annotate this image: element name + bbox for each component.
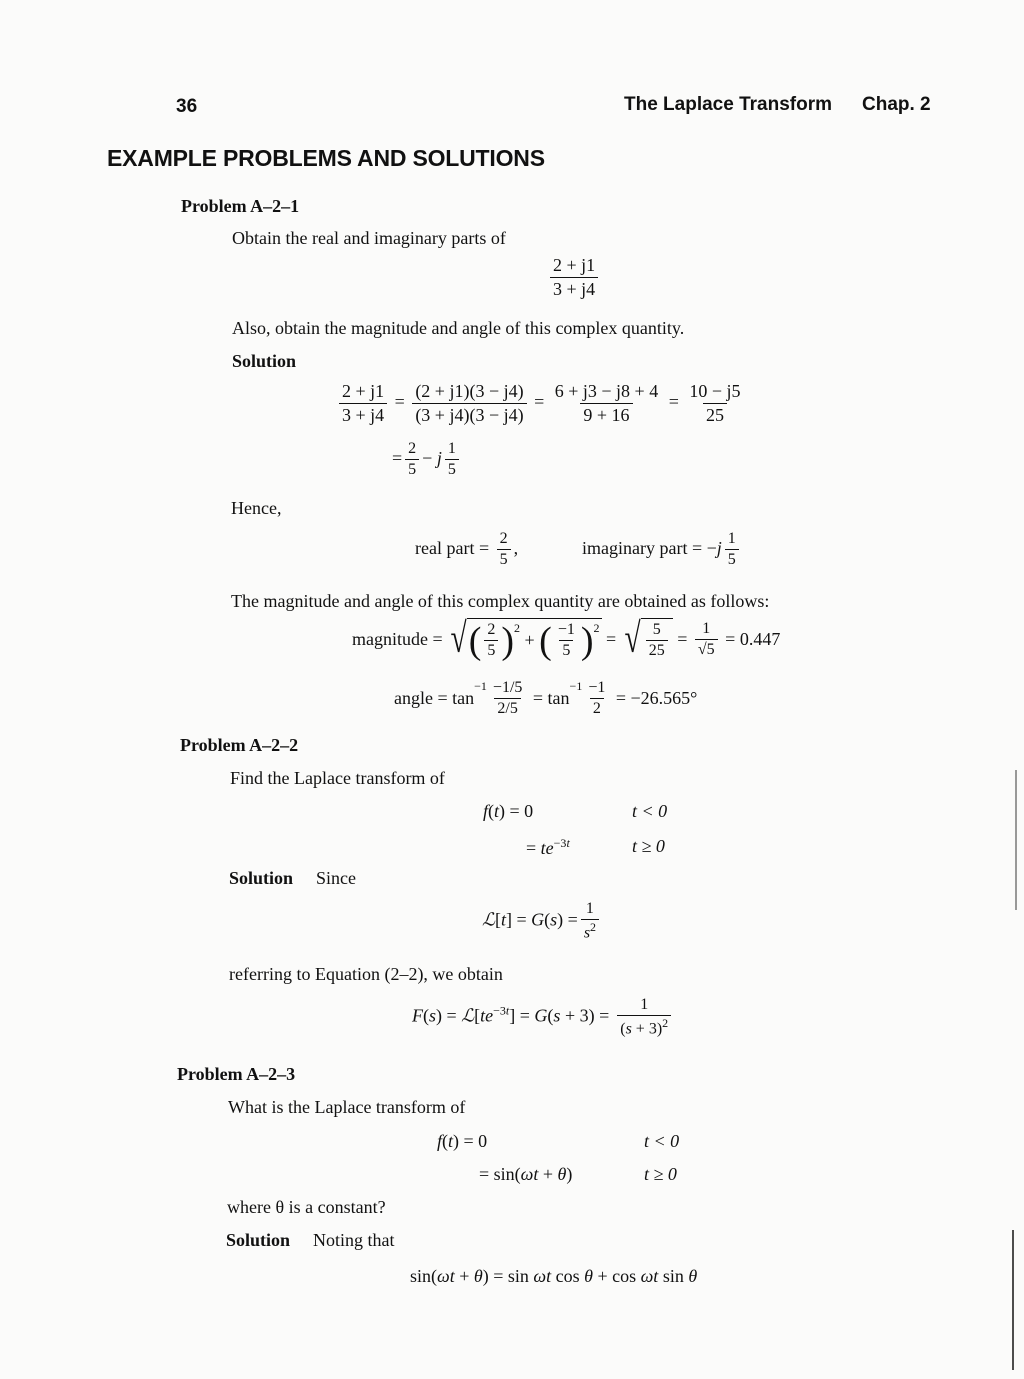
frac-numerator: 1 <box>727 530 736 547</box>
solution-equation-chain <box>336 381 747 425</box>
imaginary-part-label: imaginary part = <box>582 538 703 559</box>
where-text: where θ is a constant? <box>227 1197 386 1217</box>
angle-label: angle = <box>394 688 448 709</box>
frac-numerator: (2 + j1)(3 − j4) <box>415 381 524 401</box>
frac-numerator: −1 <box>588 679 606 696</box>
piecewise-line-1: f(t) = 0 <box>437 1131 488 1151</box>
solution-text: Since <box>316 868 356 888</box>
condition-2: t ≥ 0 <box>632 836 665 856</box>
scan-edge-line <box>1015 770 1017 910</box>
condition-1: t < 0 <box>632 801 668 821</box>
running-title: The Laplace Transform <box>624 94 833 115</box>
magnitude-equation: magnitude = √ ( $\frac{2}{5}$ ) $^2$ + ( $\frac{-1}{5}$ ) $^2$ = √ $\frac{5}{25}$ = $\frac{1}{√5}$ = 0.447 <box>352 616 781 662</box>
expr-numerator: 2 + j1 <box>553 255 596 275</box>
frac-denominator: 2/5 <box>494 698 520 718</box>
frac-numerator: −1/5 <box>492 679 523 696</box>
real-part-equation: real part = $\frac{2}{5}$ , <box>415 530 519 569</box>
frac-denominator: 3 + j4 <box>339 403 387 426</box>
magnitude-label: magnitude = <box>352 628 443 649</box>
identity-equation: sin(ωt + θ) = sin ωt cos θ + cos ωt sin θ <box>410 1266 698 1286</box>
solution-label: Solution <box>229 868 294 888</box>
piecewise-line-2: = sin(ωt + θ) <box>479 1164 573 1184</box>
radical-sign-icon: √ <box>450 616 467 662</box>
frac-numerator: 2 + j1 <box>342 381 385 401</box>
problem-prompt: What is the Laplace transform of <box>228 1097 466 1117</box>
problem-prompt: Obtain the real and imaginary parts of <box>232 228 506 248</box>
piecewise-line-1: f(t) = 0 <box>483 801 534 821</box>
problem-heading: Problem A–2–3 <box>177 1064 296 1084</box>
frac-denominator: 9 + 16 <box>580 403 632 426</box>
frac-denominator: 5 <box>497 549 511 569</box>
frac-denominator: (3 + j4)(3 − j4) <box>412 403 526 426</box>
problem-followup: Also, obtain the magnitude and angle of this complex quantity. <box>232 318 685 338</box>
frac-denominator: 25 <box>703 403 727 426</box>
hence-text: Hence, <box>231 498 282 518</box>
condition-2: t ≥ 0 <box>644 1164 677 1184</box>
equals-sign: = <box>668 391 679 412</box>
equals-sign: = <box>394 391 405 412</box>
scan-edge-line <box>1012 1230 1014 1370</box>
frac-denominator: 5 <box>725 549 739 569</box>
imaginary-part-equation: imaginary part = −j $\frac{1}{5}$ <box>582 530 742 570</box>
frac-numerator: 6 + j3 − j8 + 4 <box>554 381 659 401</box>
angle-value: −26.565° <box>630 688 698 709</box>
frac-denominator: 5 <box>445 459 459 479</box>
condition-1: t < 0 <box>644 1131 680 1151</box>
problem-expression <box>547 255 601 299</box>
solution-text: Noting that <box>313 1230 395 1250</box>
referring-text: referring to Equation (2–2), we obtain <box>229 964 503 984</box>
frac-denominator: 5 <box>405 459 419 479</box>
frac-numerator: 10 − j5 <box>689 381 741 401</box>
radical-sign-icon: √ <box>624 616 641 662</box>
chapter-label: Chap. 2 <box>862 94 931 115</box>
real-part-label: real part = <box>415 538 490 559</box>
frac-numerator: 2 <box>499 530 508 547</box>
page-number: 36 <box>176 96 198 117</box>
sqrt-expression: √ ( $\frac{2}{5}$ ) $^2$ + ( $\frac{-1}{5}$ ) $^2$ <box>450 616 600 662</box>
sqrt-fraction: √ $\frac{5}{25}$ <box>621 618 673 661</box>
solution-label: Solution <box>226 1230 291 1250</box>
problem-heading: Problem A–2–1 <box>181 196 300 216</box>
section-title: EXAMPLE PROBLEMS AND SOLUTIONS <box>107 145 545 171</box>
equals-sign: = <box>534 391 545 412</box>
piecewise-line-2: = $te^{-3t}$ <box>526 836 570 858</box>
magnitude-value: 0.447 <box>739 628 781 649</box>
simplified-result: = $\frac{2}{5}$ − j $\frac{1}{5}$ <box>392 440 462 480</box>
angle-equation: angle = tan $^{-1}$ $\frac{-1/5}{2/5}$ = tan $^{-1}$ $\frac{-1}{2}$ = −26.565° <box>394 679 698 718</box>
frac-denominator: 2 <box>590 698 604 718</box>
laplace-of-t: ℒ[t] = G(s) = $\frac{1}{s^2}$ <box>482 900 602 943</box>
solution-label: Solution <box>232 351 297 371</box>
result-equation: $F(s) = ℒ[te^{-3t}] = G(s + 3)$ = $\frac{1}{(s + 3)^2}$ <box>412 996 674 1039</box>
magnitude-intro: The magnitude and angle of this complex quantity are obtained as follows: <box>231 591 770 611</box>
problem-prompt: Find the Laplace transform of <box>230 768 445 788</box>
problem-heading: Problem A–2–2 <box>180 735 299 755</box>
expr-denominator: 3 + j4 <box>550 277 598 300</box>
frac-numerator: 2 <box>408 440 417 457</box>
frac-numerator: 1 <box>447 440 456 457</box>
